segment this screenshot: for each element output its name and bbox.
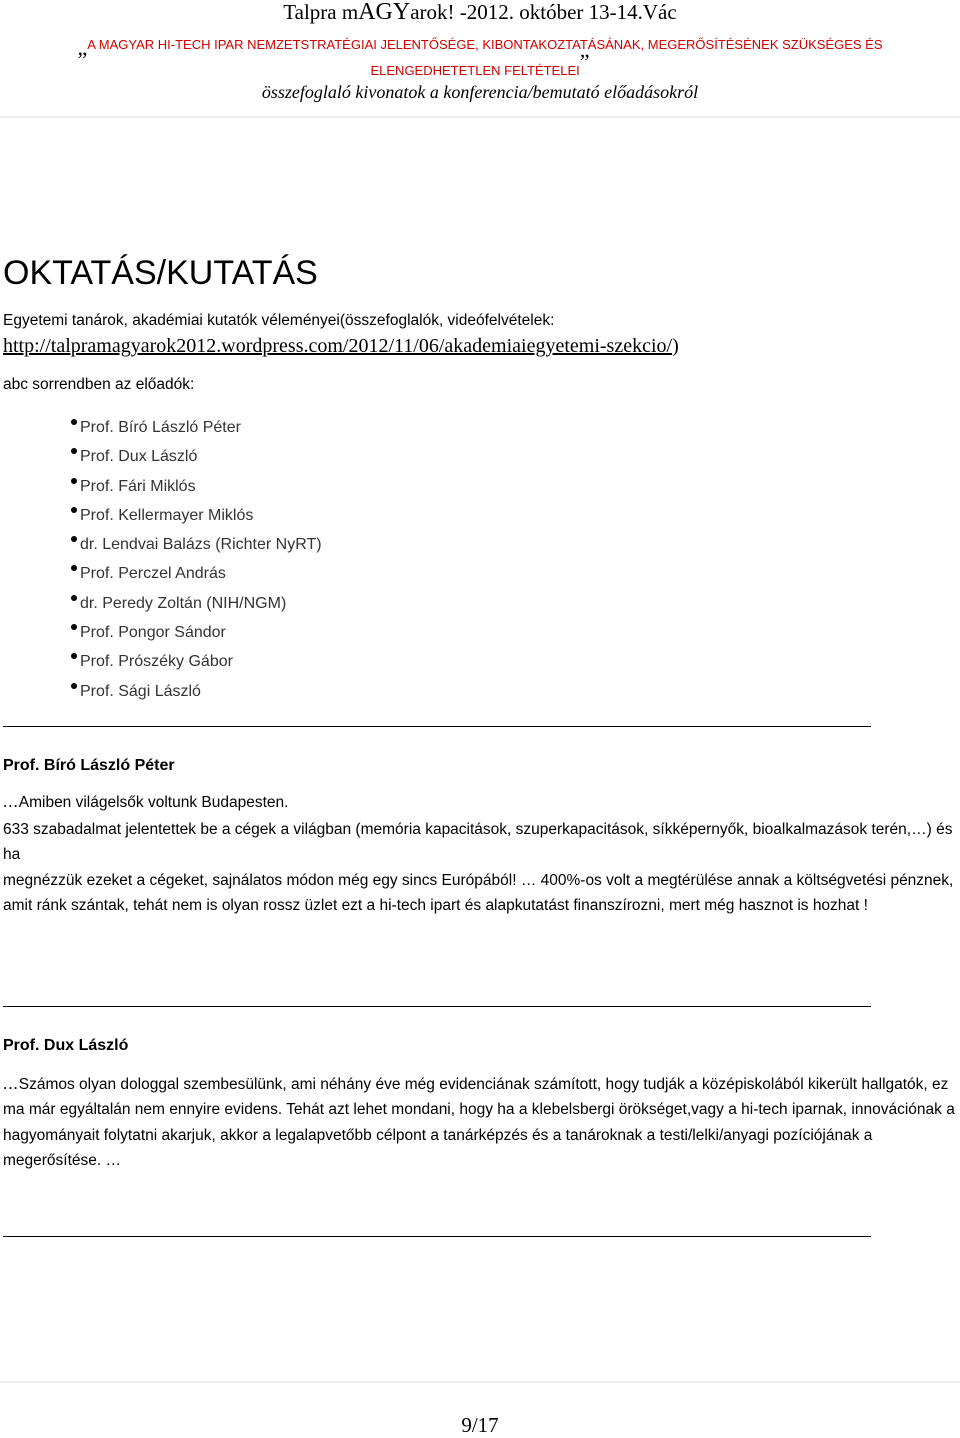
speaker-list bbox=[71, 413, 322, 706]
entry-divider bbox=[3, 1006, 871, 1007]
speaker-name: Prof. Fári Miklós bbox=[80, 477, 196, 495]
speaker-list-item bbox=[71, 618, 322, 647]
speakers-intro: abc sorrendben az előadók: bbox=[3, 376, 195, 393]
bullet-icon bbox=[71, 683, 77, 689]
speaker-list-item bbox=[71, 413, 322, 442]
header-subtitle-text2: ELENGEDHETETLEN FELTÉTELEI bbox=[370, 63, 580, 78]
speaker-name: Prof. Prószéky Gábor bbox=[80, 653, 233, 671]
entry-lead bbox=[3, 791, 958, 814]
entry-speaker-name: Prof. Dux László bbox=[3, 1037, 129, 1054]
speaker-name: Prof. Dux László bbox=[80, 448, 198, 466]
speaker-name: Prof. Perczel András bbox=[80, 565, 226, 583]
header-title-part1: Talpra m bbox=[283, 0, 359, 24]
speaker-list-item bbox=[71, 530, 322, 559]
speaker-list-item bbox=[71, 677, 322, 706]
entry-lead-text: Amiben világelsők voltunk Budapesten. bbox=[18, 794, 289, 811]
entry-body bbox=[3, 817, 958, 918]
link-close-paren: ) bbox=[672, 335, 679, 357]
entry-body bbox=[3, 1071, 958, 1173]
speaker-name: dr. Peredy Zoltán (NIH/NGM) bbox=[80, 594, 287, 612]
bullet-icon bbox=[71, 536, 77, 542]
speaker-list-item bbox=[71, 501, 322, 530]
entry-divider bbox=[3, 726, 871, 727]
running-header-subtitle-line2 bbox=[0, 49, 960, 81]
speaker-list-item bbox=[71, 589, 322, 618]
bullet-icon bbox=[71, 653, 77, 659]
header-title-part3: arok! -2012. október 13-14.Vác bbox=[410, 0, 677, 24]
link-url[interactable]: http://talpramagyarok2012.wordpress.com/2012/11/06/akademiaiegyetemi-szekcio/ bbox=[3, 335, 673, 357]
entry-divider bbox=[3, 1236, 871, 1237]
speaker-list-item bbox=[71, 559, 322, 588]
running-header-summary: összefoglaló kivonatok a konferencia/bemutató előadásokról bbox=[261, 82, 699, 102]
header-subtitle-text1: A MAGYAR HI-TECH IPAR NEMZETSTRATÉGIAI JELENTŐSÉGE, KIBONTAKOZTATÁSÁNAK, MEGERŐSÍTÉSÉNEK SZÜKSÉGES ÉS bbox=[87, 37, 883, 52]
footer-divider bbox=[0, 1381, 960, 1383]
speaker-name: Prof. Kellermayer Miklós bbox=[80, 506, 254, 524]
bullet-icon bbox=[71, 595, 77, 601]
running-header-title bbox=[0, 0, 960, 26]
section-heading: OKTATÁS/KUTATÁS bbox=[3, 254, 318, 292]
bullet-icon bbox=[71, 478, 77, 484]
header-title-emphasis: AGY bbox=[358, 0, 411, 25]
ellipsis: ... bbox=[3, 1074, 19, 1093]
section-video-link[interactable] bbox=[3, 333, 679, 359]
speaker-name: Prof. Bíró László Péter bbox=[80, 419, 241, 436]
closing-quote: ” bbox=[579, 49, 590, 74]
speaker-name: dr. Lendvai Balázs (Richter NyRT) bbox=[80, 536, 322, 554]
entry-speaker-name: Prof. Bíró László Péter bbox=[3, 757, 175, 774]
page-number: 9/17 bbox=[461, 1413, 499, 1437]
entry-body-text: Számos olyan dologgal szembesülünk, ami néhány éve még evidenciának számított, hogy tudják a középiskolából kikerült hallgatók, ez ma már egyáltalán nem ennyire evidens. Tehát azt lehet mondani, hogy ha a klebelsbergi örökséget,vagy a hi-tech iparnak, innovációnak a hagyományait folytatni akarjuk, akkor a legalapvetőbb célpont a tanárképzés és a tanároknak a testi/lelki/anyagi pozíciójának a megerősítése. … bbox=[3, 1076, 955, 1169]
bullet-icon bbox=[71, 507, 77, 513]
ellipsis: ... bbox=[3, 792, 19, 811]
bullet-icon bbox=[71, 624, 77, 630]
speaker-list-item bbox=[71, 472, 322, 501]
speaker-list-item bbox=[71, 442, 322, 471]
speaker-name: Prof. Sági László bbox=[80, 682, 201, 700]
speaker-name: Prof. Pongor Sándor bbox=[80, 624, 226, 642]
section-intro: Egyetemi tanárok, akadémiai kutatók véleményei(összefoglalók, videófelvételek: bbox=[3, 312, 555, 329]
bullet-icon bbox=[71, 448, 77, 454]
entry-body-line1: 633 szabadalmat jelentettek be a cégek a világban (memória kapacitások, szuperkapacitások, síkképernyők, bioalkalmazások terén,…) és ha bbox=[3, 821, 953, 864]
header-divider bbox=[0, 116, 960, 118]
opening-quote: „ bbox=[77, 35, 88, 60]
entry-body-line2: megnézzük ezeket a cégeket, sajnálatos módon még egy sincs Európából! … 400%-os volt a megtérülése annak a költségvetési pénznek, amit ránk szántak, tehát nem is olyan rossz üzlet ezt a hi-tech ipart és alapkutatást finanszírozni, mert még hasznot is hozhat ! bbox=[3, 871, 954, 914]
bullet-icon bbox=[71, 565, 77, 571]
running-header-subtitle-line1 bbox=[0, 32, 960, 60]
speaker-list-item bbox=[71, 647, 322, 676]
bullet-icon bbox=[71, 419, 77, 425]
